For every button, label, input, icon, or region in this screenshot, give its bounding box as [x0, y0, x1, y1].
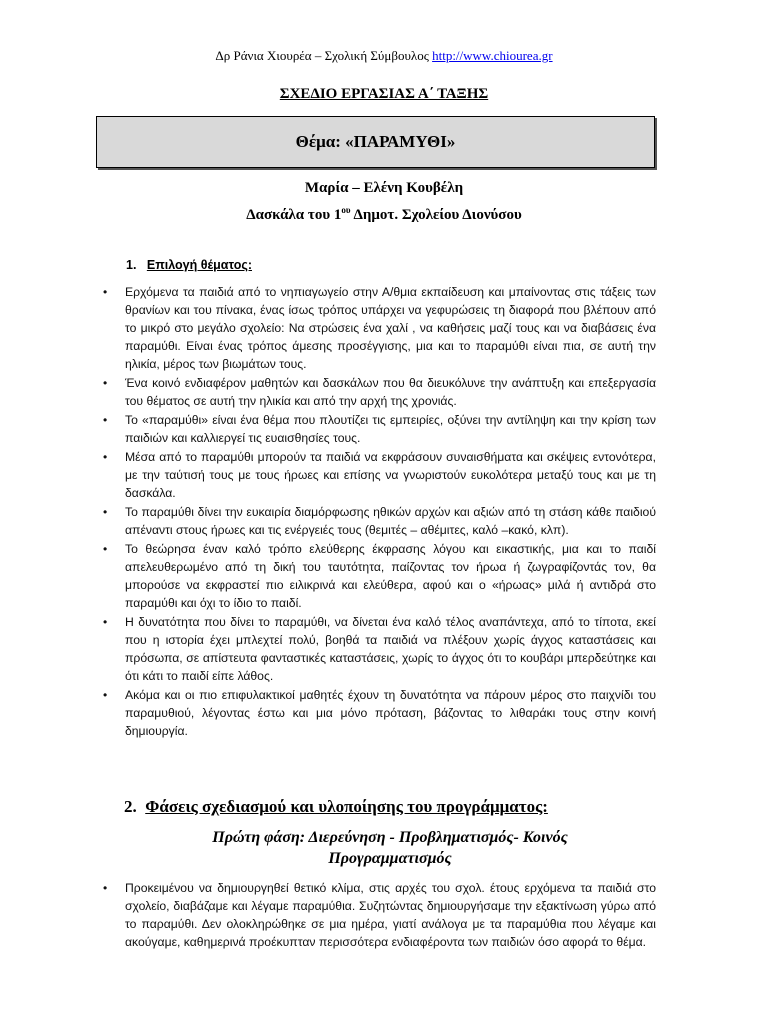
list-item-text: Το παραμύθι δίνει την ευκαιρία διαμόρφωσης ηθικών αρχών και αξιών από τη στάση κάθε παιδιού απέναντι στους ήρωες και τις ενέργειές τους (θεμιτές – αθέμιτες, καλό –κακό, κλπ). [125, 505, 656, 537]
bullet-icon: • [103, 505, 108, 519]
list-item [103, 686, 656, 740]
list-item [103, 374, 656, 410]
list-item-text: Ακόμα και οι πιο επιφυλακτικοί μαθητές έχουν τη δυνατότητα να πάρουν μέρος στο παιχνίδι του παραμυθιού, λέγοντας έστω και μια μόνο πρόταση, βάζοντας το λιθαράκι τους στην κοινή δημιουργία. [125, 688, 656, 738]
bullet-icon: • [103, 881, 108, 895]
list-item [103, 540, 656, 612]
list-item-text: Προκειμένου να δημιουργηθεί θετικό κλίμα, στις αρχές του σχολ. έτους ερχόμενα τα παιδιά στο σχολείο, διαβάζαμε και λέγαμε παραμύθια. Συζητώντας δημιουργήσαμε την εξακτίνωση γύρω από το παραμύθι. Δεν ολοκληρώθηκε σε μια ημέρα, γιατί ανάλογα με τα παραμύθια που λέγαμε και ακούγαμε, καθημερινά προέκυπταν περισσότερα ενδιαφέροντα των παιδιών όσο αφορά το θέμα. [125, 881, 656, 949]
list-item [103, 503, 656, 539]
list-item-text: Ένα κοινό ενδιαφέρον μαθητών και δασκάλων που θα διευκόλυνε την ανάπτυξη και επεξεργασία του θέματος σε αυτή την ηλικία και από την αρχή της χρονιάς. [125, 376, 656, 408]
page-header [0, 48, 768, 64]
section-1-heading [126, 258, 252, 272]
bullet-icon: • [103, 688, 108, 702]
list-item [103, 613, 656, 685]
author-name: Μαρία – Ελένη Κουβέλη [304, 180, 464, 196]
list-item [103, 448, 656, 502]
section-1-number: 1. [126, 258, 137, 272]
bullet-icon: • [103, 542, 108, 556]
list-item-text: Το θεώρησα έναν καλό τρόπο ελεύθερης έκφρασης λόγου και εικαστικής, μια και το παιδί απελευθερωμένο από τη δική του ταυτότητα, παίζοντας τον ήρωα ή ζωγραφίζοντάς τον, θα μπορούσε να εκφραστεί πιο ειλικρινά και ελεύθερα, αφού και ο «ήρωας» μιλά ή αντιδρά στο παραμύθι και όχι το ίδιο το παιδί. [125, 542, 656, 610]
list-item [103, 879, 656, 951]
section-1-bullet-list [103, 283, 656, 741]
list-item-text: Η δυνατότητα που δίνει το παραμύθι, να δίνεται ένα καλό τέλος αναπάντεχα, από το τίποτα, εκεί που η ιστορία έχει μπλεχτεί πολύ, βοηθά τα παιδιά να πλέξουν χωρίς άγχος καταστάσεις και πρόσωπα, σε απίστευτα φανταστικές καταστάσεις, χωρίς το άγχος ότι το κουβάρι μπερδεύτηκε και ότι κάτι το παιδί είπε λάθος. [125, 615, 656, 683]
author-affiliation [0, 205, 768, 224]
list-item [103, 283, 656, 373]
list-item-text: Το «παραμύθι» είναι ένα θέμα που πλουτίζει τις εμπειρίες, οξύνει την αντίληψη και την κρίση των παιδιών και καλλιεργεί τις ευαισθησίες τους. [125, 413, 656, 445]
bullet-icon: • [103, 413, 108, 427]
header-author-text: Δρ Ράνια Χιουρέα – Σχολική Σύμβουλος [215, 48, 433, 63]
section-2-label: Φάσεις σχεδιασμού και υλοποίησης του προγράμματος: [145, 797, 548, 816]
bullet-icon: • [103, 285, 108, 299]
section-1-label: Επιλογή θέματος: [146, 258, 252, 272]
plan-title: ΣΧΕΔΙΟ ΕΡΓΑΣΙΑΣ Α΄ ΤΑΞΗΣ [279, 86, 489, 102]
bullet-icon: • [103, 376, 108, 390]
bullet-icon: • [103, 450, 108, 464]
affiliation-superscript: ου [341, 205, 351, 215]
phase-title: Πρώτη φάση: Διερεύνηση - Προβληματισμός- Κοινός Προγραμματισμός [212, 829, 568, 867]
section-2-bullet-list [103, 879, 656, 952]
affiliation-prefix: Δασκάλα του 1 [246, 207, 342, 223]
website-link[interactable]: http://www.chiourea.gr [432, 48, 553, 63]
list-item-text: Ερχόμενα τα παιδιά από το νηπιαγωγείο στην Α/θμια εκπαίδευση και μπαίνοντας στις τάξεις των θρανίων και του πίνακα, ένας ίσως τρόπος υπάρχει να γεφυρώσεις τη διαφορά που βλέπουν από το μικρό στο μεγάλο σχολείο: Να στρώσεις ένα χαλί , να καθήσεις μαζί τους και να διαβάσεις ένα παραμύθι. Είναι ένας τρόπος άμεσης προσέγγισης, μια και το παραμύθι είναι πια, σε αυτή την ηλικία, μέρος των βιωμάτων τους. [125, 285, 656, 371]
bullet-icon: • [103, 615, 108, 629]
affiliation-suffix: Δημοτ. Σχολείου Διονύσου [350, 207, 522, 223]
list-item-text: Μέσα από το παραμύθι μπορούν τα παιδιά να εκφράσουν συναισθήματα και σκέψεις εντονότερα, με την ταύτισή τους με τους ήρωες και επίσης να γνωριστούν ευκολότερα μεταξύ τους και με τη δασκάλα. [125, 450, 656, 500]
list-item [103, 411, 656, 447]
theme-box: Θέμα: «ΠΑΡΑΜΥΘΙ» [96, 116, 655, 168]
section-2-number: 2. [124, 797, 137, 816]
section-2-heading [124, 797, 548, 817]
